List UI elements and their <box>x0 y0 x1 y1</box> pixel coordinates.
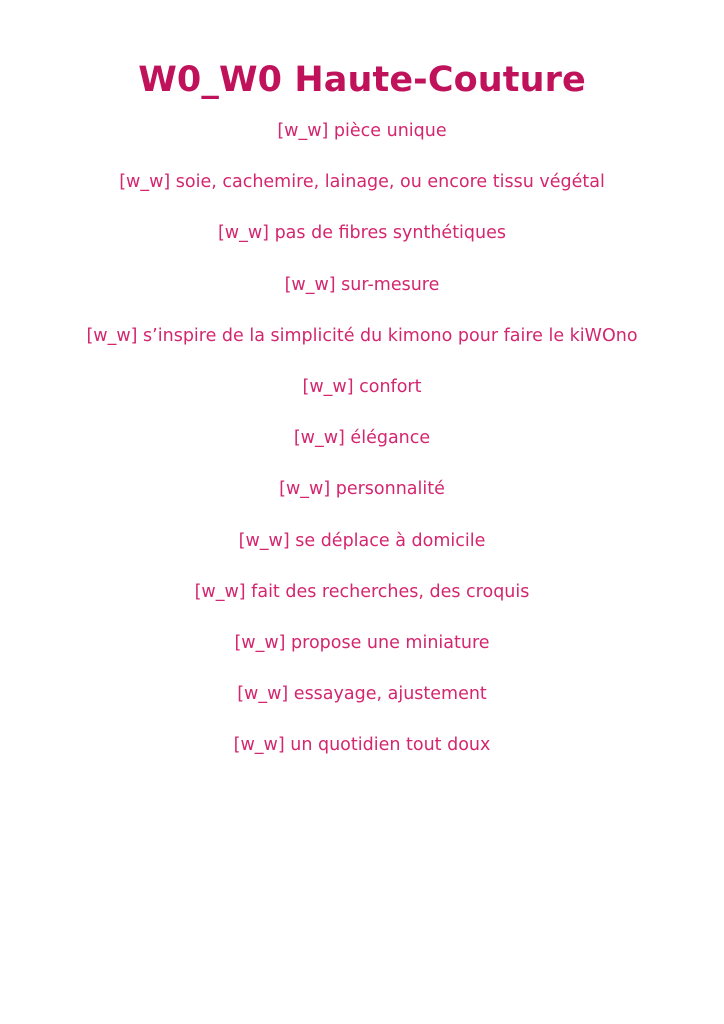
document-content <box>0 60 724 757</box>
feature-list <box>0 119 724 757</box>
list-item: [w_w] essayage, ajustement <box>237 684 487 705</box>
list-item: [w_w] confort <box>302 376 422 397</box>
document-title: W0_W0 Haute-Couture <box>138 60 586 100</box>
list-item: [w_w] soie, cachemire, lainage, ou encore tissu végétal <box>119 172 605 193</box>
list-item: [w_w] s’inspire de la simplicité du kimono pour faire le kiWOno <box>86 325 638 346</box>
list-item: [w_w] pièce unique <box>277 121 447 141</box>
list-item: [w_w] élégance <box>293 428 431 449</box>
list-item: [w_w] un quotidien tout doux <box>233 735 491 756</box>
list-item: [w_w] personnalité <box>279 479 445 500</box>
list-item: [w_w] se déplace à domicile <box>238 530 486 551</box>
list-item: [w_w] sur-mesure <box>284 274 440 295</box>
list-item: [w_w] pas de fibres synthétiques <box>217 223 507 244</box>
list-item: [w_w] propose une miniature <box>234 632 490 653</box>
list-item: [w_w] fait des recherches, des croquis <box>194 581 530 602</box>
